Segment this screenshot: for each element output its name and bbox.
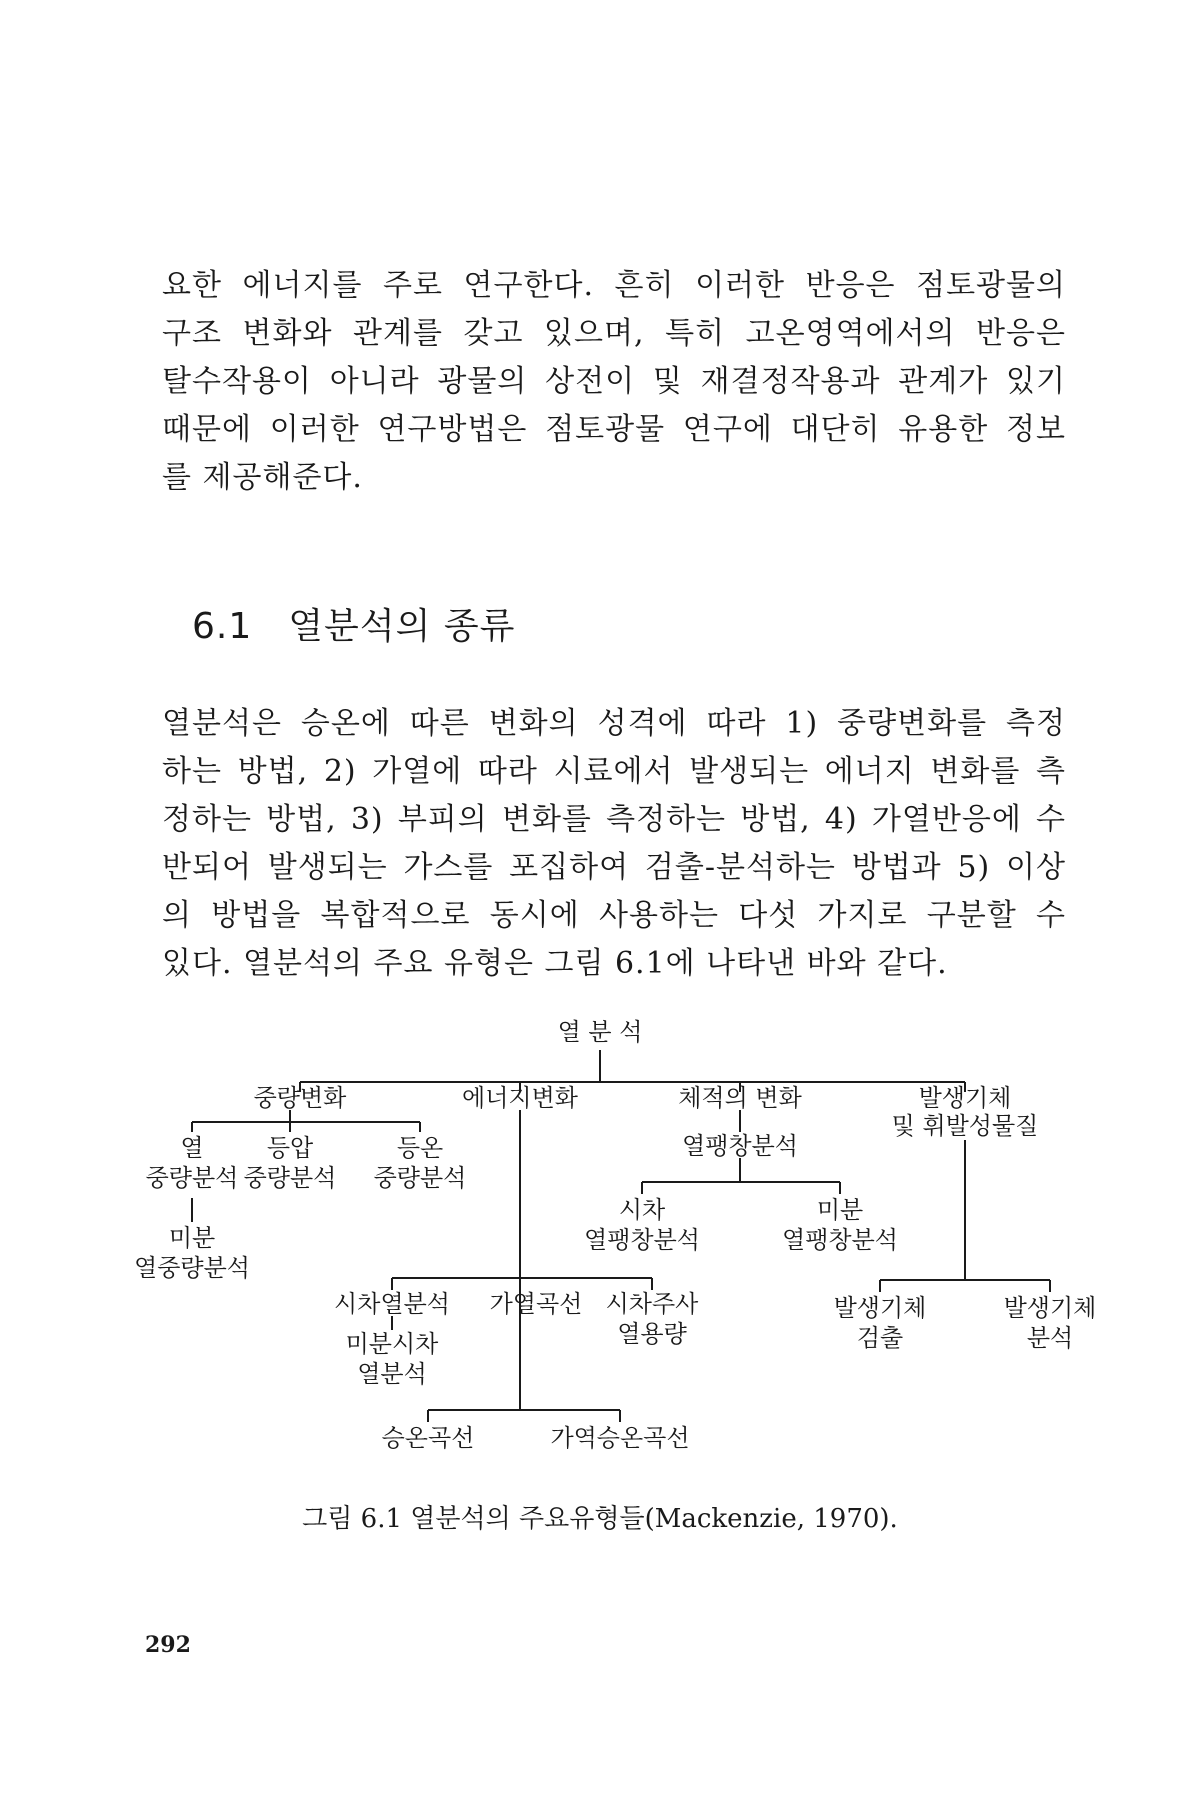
text-line: 반되어 발생되는 가스를 포집하여 검출-분석하는 방법과 5) 이상	[162, 850, 1066, 885]
text-line: 탈수작용이 아니라 광물의 상전이 및 재결정작용과 관계가 있기	[162, 364, 1066, 399]
section-title: 열분석의 종류	[288, 606, 516, 647]
page-number: 292	[145, 1632, 191, 1658]
node-ddta-line1: 미분시차	[345, 1330, 439, 1358]
text-line: 요한 에너지를 주로 연구한다. 흔히 이러한 반응은 점토광물의	[162, 268, 1066, 303]
diagram-root: 열 분 석	[557, 1018, 643, 1046]
text-line: 를 제공해준다.	[162, 460, 363, 495]
node-dtg-line2: 열중량분석	[134, 1254, 250, 1282]
node-diff-dil-line2: 열팽창분석	[584, 1226, 700, 1254]
node-isothermal-line2: 중량분석	[373, 1164, 467, 1192]
node-inverse-heating-curve: 가역승온곡선	[550, 1424, 690, 1452]
section-heading	[192, 598, 515, 649]
node-egd-line1: 발생기체	[833, 1294, 927, 1322]
node-dtg-line1: 미분	[168, 1224, 216, 1252]
node-egd-line2: 검출	[856, 1324, 904, 1352]
intro-paragraph	[162, 262, 1066, 502]
node-isobaric-line1: 등압	[266, 1134, 314, 1162]
text-line: 구조 변화와 관계를 갖고 있으며, 특히 고온영역에서의 반응은	[162, 316, 1066, 351]
node-evolved-gas: 발생기체	[918, 1084, 1012, 1112]
body-paragraph	[162, 700, 1066, 988]
node-tg-line1: 열	[180, 1134, 204, 1162]
text-line: 때문에 이러한 연구방법은 점토광물 연구에 대단히 유용한 정보	[162, 412, 1066, 447]
node-deriv-dil-line2: 열팽창분석	[782, 1226, 898, 1254]
node-heating-curve: 가열곡선	[489, 1290, 583, 1318]
text-line: 있다. 열분석의 주요 유형은 그림 6.1에 나타낸 바와 같다.	[162, 946, 948, 981]
node-dsc-line1: 시차주사	[605, 1290, 699, 1318]
node-evolved-gas-line2: 및 휘발성물질	[891, 1112, 1039, 1140]
node-weight-change: 중량변화	[253, 1084, 347, 1112]
node-heating-rate-curve: 승온곡선	[381, 1424, 475, 1452]
node-isothermal-line1: 등온	[396, 1134, 444, 1162]
text-line: 하는 방법, 2) 가열에 따라 시료에서 발생되는 에너지 변화를 측	[162, 754, 1066, 789]
node-dilatometry: 열팽창분석	[682, 1132, 798, 1160]
section-number: 6.1	[192, 606, 253, 647]
node-dta: 시차열분석	[334, 1290, 450, 1318]
figure-caption: 그림 6.1 열분석의 주요유형들(Mackenzie, 1970).	[302, 1504, 898, 1534]
text-line: 열분석은 승온에 따른 변화의 성격에 따라 1) 중량변화를 측정	[162, 706, 1066, 741]
node-tg-line2: 중량분석	[145, 1164, 239, 1192]
node-deriv-dil-line1: 미분	[816, 1196, 864, 1224]
text-line: 의 방법을 복합적으로 동시에 사용하는 다섯 가지로 구분할 수	[162, 898, 1066, 933]
node-ega-line1: 발생기체	[1003, 1294, 1097, 1322]
node-isobaric-line2: 중량분석	[243, 1164, 337, 1192]
node-diff-dil-line1: 시차	[618, 1196, 666, 1224]
node-ddta-line2: 열분석	[357, 1360, 427, 1388]
node-volume-change: 체적의 변화	[678, 1084, 802, 1112]
node-ega-line2: 분석	[1026, 1324, 1074, 1352]
node-dsc-line2: 열용량	[617, 1320, 687, 1348]
thermal-analysis-tree-diagram	[0, 1010, 1200, 1480]
text-line: 정하는 방법, 3) 부피의 변화를 측정하는 방법, 4) 가열반응에 수	[162, 802, 1066, 837]
node-energy-change: 에너지변화	[462, 1084, 578, 1112]
